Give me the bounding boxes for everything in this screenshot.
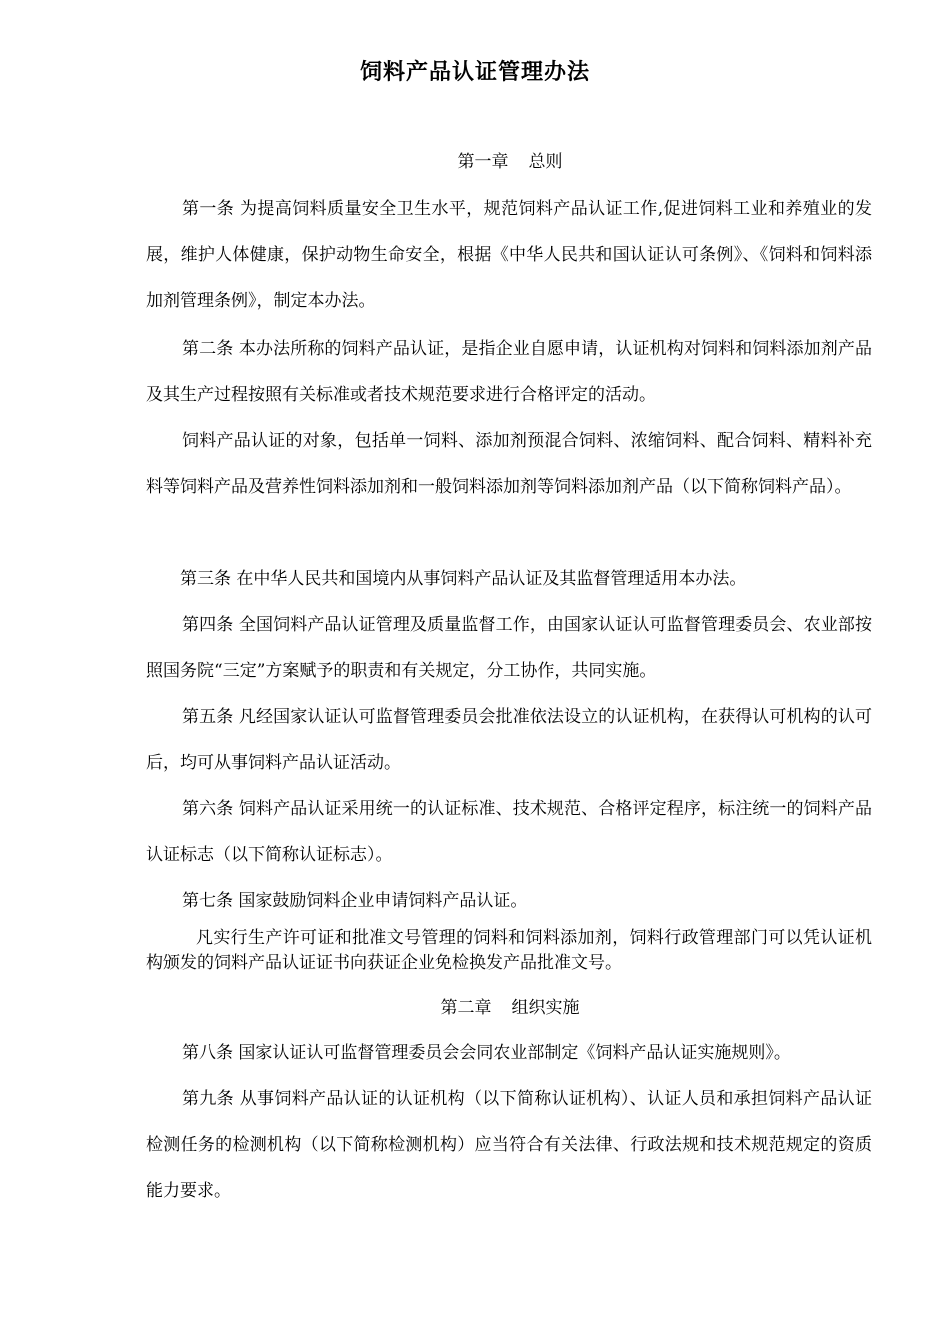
chapter-name: 组织实施 — [511, 998, 580, 1018]
article-2-scope: 饲料产品认证的对象，包括单一饲料、添加剂预混合饲料、浓缩饲料、配合饲料、精料补充料等饲料产品及营养性饲料添加剂和一般饲料添加剂等饲料添加剂产品（以下简称饲料产品）。 — [146, 431, 872, 497]
article-2: 第二条 本办法所称的饲料产品认证，是指企业自愿申请，认证机构对饲料和饲料添加剂产品及其生产过程按照有关标准或者技术规范要求进行合格评定的活动。 — [146, 339, 872, 405]
article-3: 第三条 在中华人民共和国境内从事饲料产品认证及其监督管理适用本办法。 — [180, 569, 747, 589]
article-5: 第五条 凡经国家认证认可监督管理委员会批准依法设立的认证机构，在获得认可机构的认可后，均可从事饲料产品认证活动。 — [146, 707, 872, 773]
article-4: 第四条 全国饲料产品认证管理及质量监督工作，由国家认证认可监督管理委员会、农业部按照国务院“三定”方案赋予的职责和有关规定，分工协作，共同实施。 — [146, 615, 872, 681]
chapter-heading-1 — [0, 150, 950, 174]
article-9: 第九条 从事饲料产品认证的认证机构（以下简称认证机构）、认证人员和承担饲料产品认证检测任务的检测机构（以下简称检测机构）应当符合有关法律、行政法规和技术规范规定的资质能力要求。 — [146, 1089, 872, 1201]
chapter-number: 第一章 — [457, 152, 509, 172]
document-title: 饲料产品认证管理办法 — [359, 59, 590, 85]
article-7-detail: 凡实行生产许可证和批准文号管理的饲料和饲料添加剂，饲料行政管理部门可以凭认证机构颁发的饲料产品认证证书向获证企业免检换发产品批准文号。 — [146, 928, 872, 973]
chapter-name: 总则 — [528, 152, 563, 172]
article-6: 第六条 饲料产品认证采用统一的认证标准、技术规范、合格评定程序，标注统一的饲料产品认证标志（以下简称认证标志）。 — [146, 799, 872, 865]
article-8: 第八条 国家认证认可监督管理委员会会同农业部制定《饲料产品认证实施规则》。 — [182, 1043, 791, 1063]
article-7: 第七条 国家鼓励饲料企业申请饲料产品认证。 — [182, 891, 528, 911]
chapter-number: 第二章 — [440, 998, 492, 1018]
article-1: 第一条 为提高饲料质量安全卫生水平，规范饲料产品认证工作,促进饲料工业和养殖业的发展，维护人体健康，保护动物生命安全，根据《中华人民共和国认证认可条例》、《饲料和饲料添加剂管理条例》，制定本办法。 — [146, 199, 872, 311]
chapter-heading-2 — [0, 996, 950, 1020]
